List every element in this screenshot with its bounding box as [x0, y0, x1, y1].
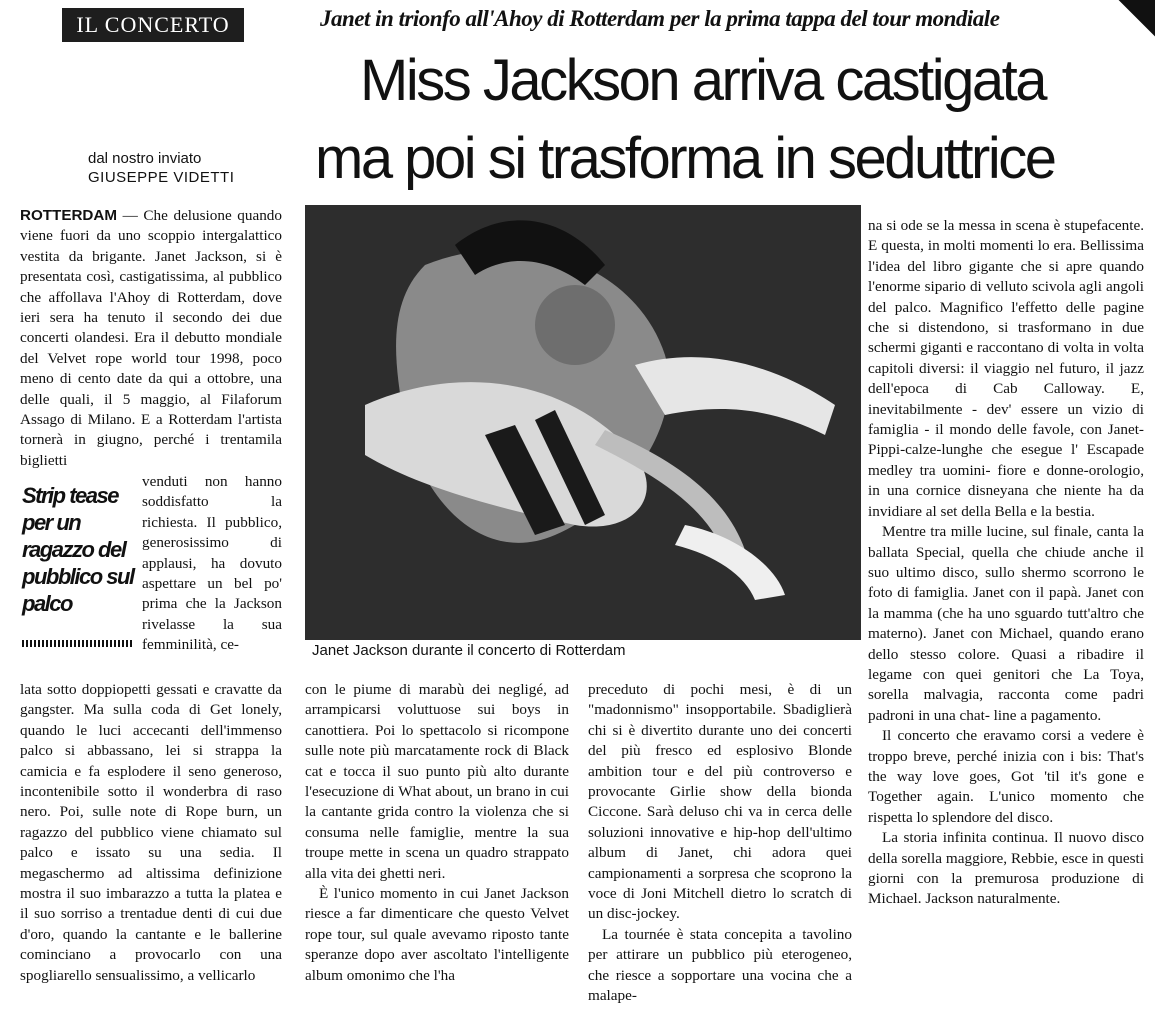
paragraph: con le piume di marabù dei negligé, ad arrampicarsi voluttuose sui boys in canottiera. Poi lo spettacolo si ricompone sulle note più marcatamente rock di Black cat e tocca il suo punto più alto durante l'esecuzione di What about, un brano in cui la cantante grida contro la violenza che si consuma nelle famiglie, mentre la sua troupe mette in scena un quadro strappato alla vita dei ghetti neri. [305, 681, 569, 882]
article-column-3 [588, 680, 852, 1007]
paragraph: venduti non hanno soddisfatto la richiesta. Il pubblico, generosissimo di applausi, ha dovuto aspettare un bel po' prima che la Jackson rivelasse la sua femminilità, ce- [142, 473, 282, 654]
article-column-1-bottom [20, 680, 282, 986]
paragraph: La storia infinita continua. Il nuovo disco della sorella maggiore, Rebbie, esce in questi giorni con la premurosa produzione di Michael. Jackson naturalmente. [868, 829, 1144, 908]
photo-image [305, 205, 861, 640]
byline-author: GIUSEPPE VIDETTI [88, 169, 235, 186]
paragraph: Il concerto che eravamo corsi a vedere è troppo breve, perché inizia con i bis: That's the way love goes, Got 'til it's gone e Together again. L'unico momento che rispetta lo splendore del disco. [868, 727, 1144, 826]
page-corner-mark [1115, 0, 1155, 40]
section-label: IL CONCERTO [62, 8, 244, 42]
paragraph: È l'unico momento in cui Janet Jackson riesce a far dimenticare che questo Velvet rope tour, sul quale avevamo riposto tante speranze dopo aver ascoltato l'intelligente album omonimo che l'ha [305, 885, 569, 984]
photo-caption: Janet Jackson durante il concerto di Rotterdam [312, 642, 626, 659]
paragraph: preceduto di pochi mesi, è di un "madonnismo" insopportabile. Sbadiglierà chi si è divertito durante uno dei concerti del più fresco ed esplosivo Blonde ambition tour e del più controverso e provocante Girlie show della bionda Ciccone. Sarà deluso chi va in cerca delle soluzioni innovative e hip-hop dell'ultimo album di Janet, chi adora quei campionamenti a sorpresa che scoprono la voce di Joni Mitchell dietro lo scratch di un disc-jockey. [588, 681, 852, 923]
pull-quote-rule [22, 640, 134, 647]
article-column-1-narrow [142, 472, 282, 656]
kicker: Janet in trionfo all'Ahoy di Rotterdam per la prima tappa del tour mondiale [320, 6, 1000, 31]
paragraph: lata sotto doppiopetti gessati e cravatte da gangster. Ma sulla coda di Get lonely, quando le luci accecanti dell'immenso palco si abbassano, lei si strappa la camicia e fa esplodere il seno generoso, incontenibile sotto il wonderbra di raso nero. Poi, sulle note di Rope burn, un ragazzo del pubblico viene chiamato sul palco e issato su una sedia. Il megaschermo ad altissima definizione mostra il suo imbarazzo a tutta la platea e il suo sorriso a trentadue denti di cui due d'oro, quando la cantante e le ballerine cominciano a provocarlo con una spogliarello sensualissimo, a vellicarlo [20, 681, 282, 984]
paragraph: na si ode se la messa in scena è stupefacente. E questa, in molti momenti lo era. Bellissima l'idea del libro gigante che si apre quando l'enorme sipario di velluto scivola agli angoli del palco. Magnifico l'effetto delle pagine che si distendono, si trasformano in due schermi giganti e raccontano di volta in volta capitoli diversi: il viaggio nel futuro, il jazz dell'epoca di Cab Calloway. E, inevitabilmente - dev' essere un vizio di famiglia - il mondo delle favole, con Janet- Pippi-calze-lunghe che esegue l' Escapade medley tra uomini- fiore e donne-orologio, in una cornice disneyana che niente ha da invidiare al set della Bella e la bestia. [868, 217, 1144, 520]
paragraph: La tournée è stata concepita a tavolino per attirare un pubblico più eterogeneo, che riesce a sopportare una vocina che a malape- [588, 925, 852, 1005]
dateline: ROTTERDAM [20, 207, 118, 224]
headline-line-2: ma poi si trasforma in seduttrice [315, 126, 1055, 191]
article-column-4 [868, 216, 1144, 910]
paragraph: — Che delusione quando viene fuori da uno scoppio intergalattico vestita da brigante. Janet Jackson, si è presentata così, castigatissima, al pubblico che affollava l'Ahoy di Rotterdam, dove ieri sera ha tenuto il secondo dei due concerti olandesi. Era il debutto mondiale del Velvet rope world tour 1998, poco meno di cento date da qui a ottobre, una delle quali, il 5 maggio, al Filaforum Assago di Milano. E a Rotterdam l'artista tornerà in giugno, perché i trentamila biglietti [20, 207, 282, 469]
article-column-2 [305, 680, 569, 986]
pull-quote: Strip tease per un ragazzo del pubblico sul palco [22, 483, 134, 616]
headline-line-1: Miss Jackson arriva castigata [360, 48, 1045, 113]
concert-photo [305, 205, 861, 640]
article-column-1-top [20, 206, 282, 471]
byline-role: dal nostro inviato [88, 150, 202, 167]
paragraph: Mentre tra mille lucine, sul finale, canta la ballata Special, quella che chiude anche il suo ultimo disco, sullo shermo scorrono le foto di famiglia. Janet con il papà. Janet con la mamma (che ha uno sguardo tutt'altro che materno). Janet con Michael, quando erano dello stesso colore. Quasi a ribadire il legame con quei genitori che La Toya, sorella malvagia, racconta come padri padroni in una chat- line a pagamento. [868, 523, 1144, 724]
